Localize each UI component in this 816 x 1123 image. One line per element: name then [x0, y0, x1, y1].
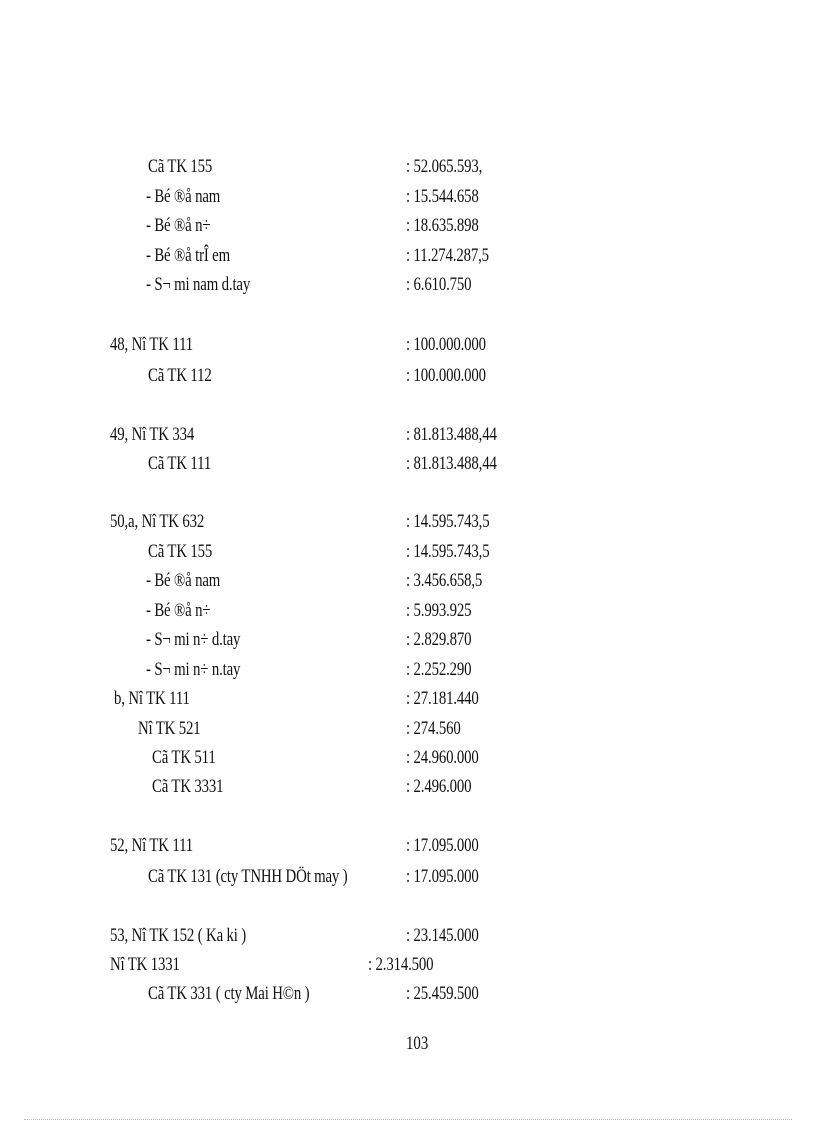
- entry-label: - S¬ mi nam d.tay: [146, 274, 251, 295]
- entry-value: : 11.274.287,5: [406, 245, 489, 266]
- entry-value: : 24.960.000: [406, 747, 479, 768]
- entry-label: b, Nî TK 111: [114, 688, 190, 709]
- entry-label: Cã TK 3331: [152, 776, 224, 797]
- page-number: 103: [406, 1033, 429, 1054]
- entry-value: : 14.595.743,5: [406, 541, 490, 562]
- entry-row: [0, 951, 816, 979]
- entry-label: Cã TK 155: [148, 156, 213, 177]
- entry-value: : 2.314.500: [368, 954, 434, 975]
- entry-value: : 27.181.440: [406, 688, 479, 709]
- entry-label: 52, Nî TK 111: [110, 835, 194, 856]
- entry-label: - Bé ®å trÎ em: [146, 245, 230, 266]
- entry-label: 48, Nî TK 111: [110, 334, 194, 355]
- entry-row: [0, 153, 816, 181]
- entry-label: Cã TK 112: [148, 365, 212, 386]
- entry-value: : 14.595.743,5: [406, 511, 490, 532]
- entry-row: [0, 744, 816, 772]
- entry-row: [0, 421, 816, 449]
- entry-row: [0, 508, 816, 536]
- footer-divider: [24, 1119, 792, 1120]
- entry-value: : 3.456.658,5: [406, 570, 483, 591]
- entry-value: : 15.544.658: [406, 186, 479, 207]
- entry-row: [0, 331, 816, 359]
- entry-row: [0, 538, 816, 566]
- entry-value: : 5.993.925: [406, 600, 472, 621]
- entry-row: [0, 863, 816, 891]
- entry-value: : 18.635.898: [406, 215, 479, 236]
- entry-row: [0, 685, 816, 713]
- entry-value: : 2.252.290: [406, 659, 472, 680]
- entry-row: [0, 450, 816, 478]
- entry-value: : 2.829.870: [406, 629, 472, 650]
- entry-label: Cã TK 155: [148, 541, 213, 562]
- entry-value: : 81.813.488,44: [406, 424, 497, 445]
- entry-value: : 81.813.488,44: [406, 453, 497, 474]
- entry-label: 49, Nî TK 334: [110, 424, 195, 445]
- entry-label: Nî TK 1331: [110, 954, 180, 975]
- entry-value: : 274.560: [406, 718, 461, 739]
- entry-label: - Bé ®å n÷: [146, 600, 211, 621]
- entry-row: [0, 567, 816, 595]
- entry-row: [0, 715, 816, 743]
- entry-label: Nî TK 521: [138, 718, 201, 739]
- entry-value: : 2.496.000: [406, 776, 472, 797]
- entry-label: - Bé ®å n÷: [146, 215, 211, 236]
- entry-row: [0, 656, 816, 684]
- entry-label: 53, Nî TK 152 ( Ka ki ): [110, 925, 247, 946]
- entry-row: [0, 242, 816, 270]
- entry-row: [0, 832, 816, 860]
- entry-value: : 52.065.593,: [406, 156, 483, 177]
- entry-value: : 25.459.500: [406, 983, 479, 1004]
- entry-label: 50,a, Nî TK 632: [110, 511, 205, 532]
- entry-label: Cã TK 111: [148, 453, 212, 474]
- entry-row: [0, 362, 816, 390]
- entry-row: [0, 271, 816, 299]
- entry-row: [0, 183, 816, 211]
- entry-value: : 100.000.000: [406, 334, 486, 355]
- entry-value: : 100.000.000: [406, 365, 486, 386]
- entry-row: [0, 212, 816, 240]
- entry-row: [0, 922, 816, 950]
- entry-value: : 17.095.000: [406, 835, 479, 856]
- entry-row: [0, 626, 816, 654]
- entry-value: : 23.145.000: [406, 925, 479, 946]
- entry-row: [0, 980, 816, 1008]
- entry-row: [0, 597, 816, 625]
- entry-label: - Bé ®å nam: [146, 570, 221, 591]
- entry-label: Cã TK 131 (cty TNHH DÖt may ): [148, 866, 348, 887]
- entry-label: - Bé ®å nam: [146, 186, 221, 207]
- entry-label: Cã TK 511: [152, 747, 216, 768]
- entry-label: - S¬ mi n÷ n.tay: [146, 659, 241, 680]
- entry-row: [0, 773, 816, 801]
- entry-label: - S¬ mi n÷ d.tay: [146, 629, 241, 650]
- entry-label: Cã TK 331 ( cty Mai H©n ): [148, 983, 310, 1004]
- entry-value: : 6.610.750: [406, 274, 472, 295]
- entry-value: : 17.095.000: [406, 866, 479, 887]
